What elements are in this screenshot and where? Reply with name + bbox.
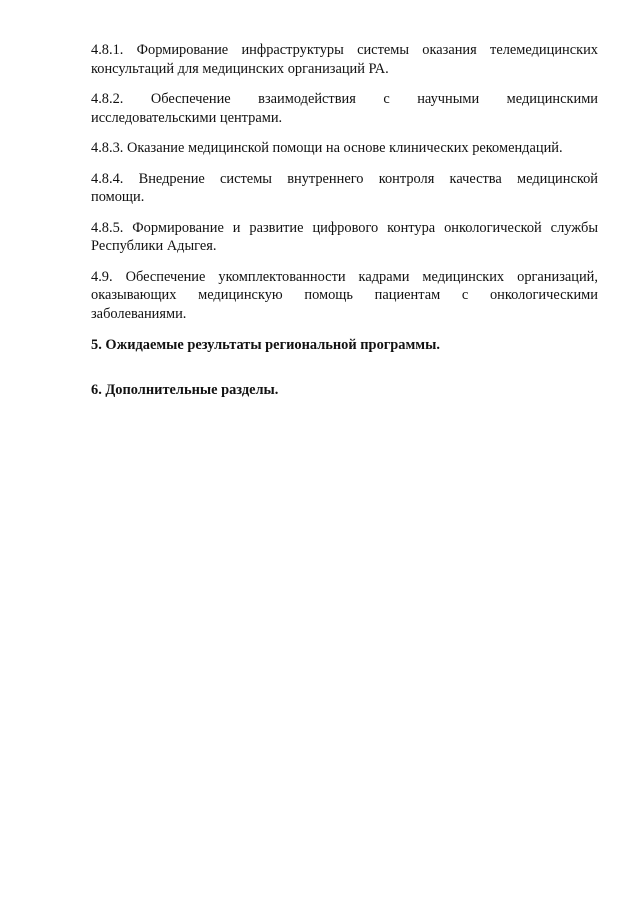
paragraph-4-8-4 (91, 170, 598, 207)
paragraph-line: исследовательскими центрами. (91, 109, 283, 126)
paragraph-4-8-2 (91, 90, 598, 127)
paragraph-line: 4.8.4. Внедрение системы внутреннего контроля качества медицинской (91, 170, 598, 187)
paragraph-line: помощи. (91, 189, 145, 205)
paragraph-4-8-1 (91, 41, 598, 78)
section-heading-5: 5. Ожидаемые результаты региональной программы. (91, 337, 440, 353)
paragraph-line: 4.9. Обеспечение укомплектованности кадрами медицинских организаций, (91, 268, 598, 285)
paragraph-line: заболеваниями. (91, 305, 187, 322)
paragraph-line: консультаций для медицинских организаций РА. (91, 60, 389, 77)
paragraph-line: 4.8.5. Формирование и развитие цифрового контура онкологической службы (91, 219, 598, 236)
paragraph-line: Республики Адыгея. (91, 238, 217, 254)
paragraph-4-9 (91, 268, 598, 324)
paragraph-line: оказывающих медицинскую помощь пациентам с онкологическими (91, 287, 598, 303)
paragraph-4-8-3 (91, 139, 598, 158)
paragraph-4-8-5 (91, 219, 598, 256)
paragraph-line: 4.8.1. Формирование инфраструктуры системы оказания телемедицинских (91, 42, 598, 58)
paragraph-line: 4.8.2. Обеспечение взаимодействия с научными медицинскими (91, 91, 598, 107)
paragraph-line: 4.8.3. Оказание медицинской помощи на основе клинических рекомендаций. (91, 140, 563, 156)
section-heading-6: 6. Дополнительные разделы. (91, 381, 279, 398)
document-body (91, 41, 598, 399)
